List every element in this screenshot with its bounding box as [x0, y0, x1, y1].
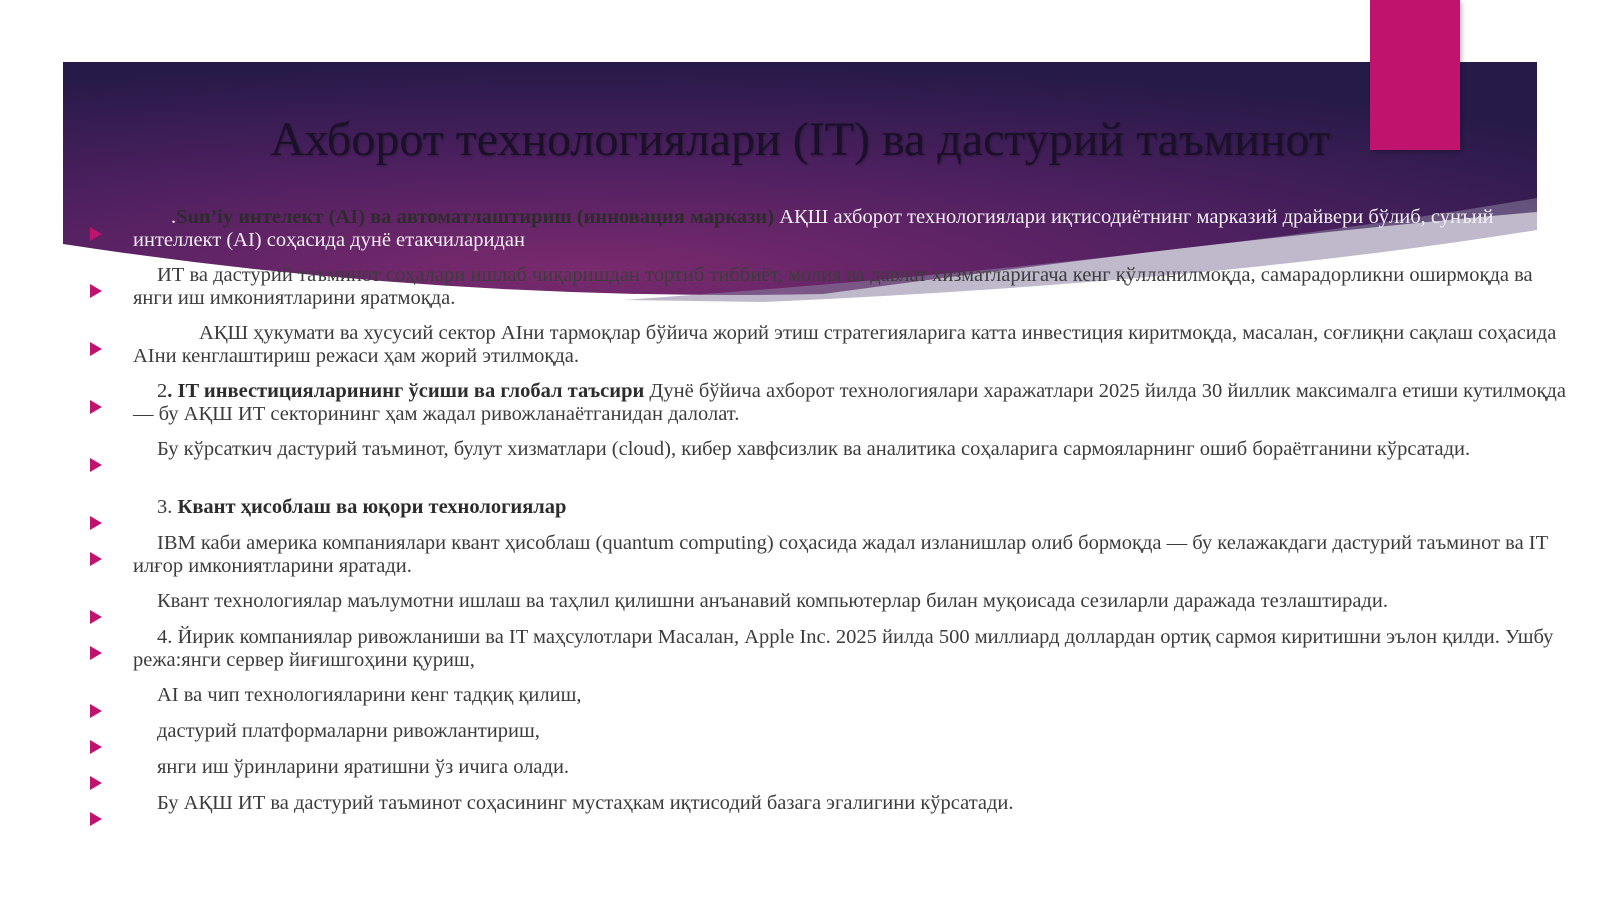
list-item [133, 684, 1573, 707]
item-text: Дунё бўйича ахборот технологиялари харажатлари 2025 йилда 30 йиллик максималга етиши кутилмоқда — бу АҚШ ИТ секторининг ҳам жадал ривожланаётганидан далолат. [133, 380, 1566, 425]
item-heading: . IT инвестицияларининг ўсиши ва глобал таъсири [167, 380, 645, 402]
list-item [133, 792, 1573, 815]
bullet-arrow-icon [90, 776, 102, 790]
bullet-arrow-icon [90, 516, 102, 530]
item-text: дастурий платформаларни ривожлантириш, [157, 720, 540, 742]
item-text: Бу АҚШ ИТ ва дастурий таъминот соҳасининг мустаҳкам иқтисодий базага эгалигини кўрсатади. [157, 792, 1014, 814]
list-item [133, 322, 1573, 368]
bullet-arrow-icon [90, 812, 102, 826]
item-heading: Sun’iy интелект (AI) ва автоматлаштириш (инновация маркази) [176, 206, 775, 228]
list-item [133, 496, 1573, 519]
list-item [133, 756, 1573, 779]
list-item [133, 532, 1573, 578]
list-item [133, 590, 1573, 613]
list-item [133, 720, 1573, 743]
item-text: ИТ ва дастурий таъминот соҳалари ишлаб чиқаришдан тортиб тиббиёт, молия ва давлат хизматларигача кенг қўлланилмоқда, самарадорликни оширмоқда ва янги иш имкониятларини яратмоқда. [133, 264, 1533, 309]
bullet-arrow-icon [90, 342, 102, 356]
item-text: АҚШ ҳукумати ва хусусий сектор AIни тармоқлар бўйича жорий этиш стратегияларига катта инвестиция киритмоқда, масалан, соғлиқни сақлаш соҳасида AIни кенглаштириш режаси ҳам жорий этилмоқда. [133, 322, 1557, 367]
item-heading: Квант ҳисоблаш ва юқори технологиялар [177, 496, 567, 518]
list-item [133, 380, 1573, 426]
list-item [133, 264, 1573, 310]
bullet-arrow-icon [90, 740, 102, 754]
slide-title: Ахборот технологиялари (IT) ва дастурий таъминот [270, 113, 1330, 166]
item-text: IBM каби америка компаниялари квант ҳисоблаш (quantum computing) соҳасида жадал изланишлар олиб бормоқда — бу келажакдаги дастурий таъминот ва IT илғор имкониятларини яратади. [133, 532, 1548, 577]
item-lead: 2 [157, 380, 168, 402]
bullet-arrow-icon [90, 610, 102, 624]
item-text: Квант технологиялар маълумотни ишлаш ва таҳлил қилишни анъанавий компьютерлар билан муқоисада сезиларли даражада тезлаштиради. [157, 590, 1388, 612]
item-text: АҚШ ахборот технологиялари иқтисодиётнинг марказий драйвери бўлиб, сунъий интеллект (AI) соҳасида дунё етакчиларидан [133, 206, 1494, 251]
bullet-arrow-icon [90, 458, 102, 472]
item-text: янги иш ўринларини яратишни ўз ичига олади. [157, 756, 570, 778]
bullet-arrow-icon [90, 284, 102, 298]
item-lead: 3. [157, 496, 178, 518]
bullet-arrow-icon [90, 704, 102, 718]
bullet-arrow-icon [90, 552, 102, 566]
item-text: AI ва чип технологияларини кенг тадқиқ қилиш, [157, 684, 582, 706]
list-item [133, 438, 1573, 461]
bullet-arrow-icon [90, 400, 102, 414]
item-text: 4. Йирик компаниялар ривожланиши ва IT маҳсулотлари Масалан, Apple Inc. 2025 йилда 500 миллиард доллардан ортиқ сармоя киритишни эълон қилди. Ушбу режа:янги сервер йиғишгоҳини қуриш, [133, 626, 1554, 671]
bullet-arrow-icon [90, 227, 102, 241]
list-item [133, 626, 1573, 672]
item-text: Бу кўрсаткич дастурий таъминот, булут хизматлари (cloud), кибер хавфсизлик ва аналитика соҳаларига сармояларнинг ошиб бораётганини кўрсатади. [157, 438, 1471, 460]
item-lead: . [171, 206, 177, 228]
list-item [133, 206, 1573, 252]
bullet-arrow-icon [90, 646, 102, 660]
